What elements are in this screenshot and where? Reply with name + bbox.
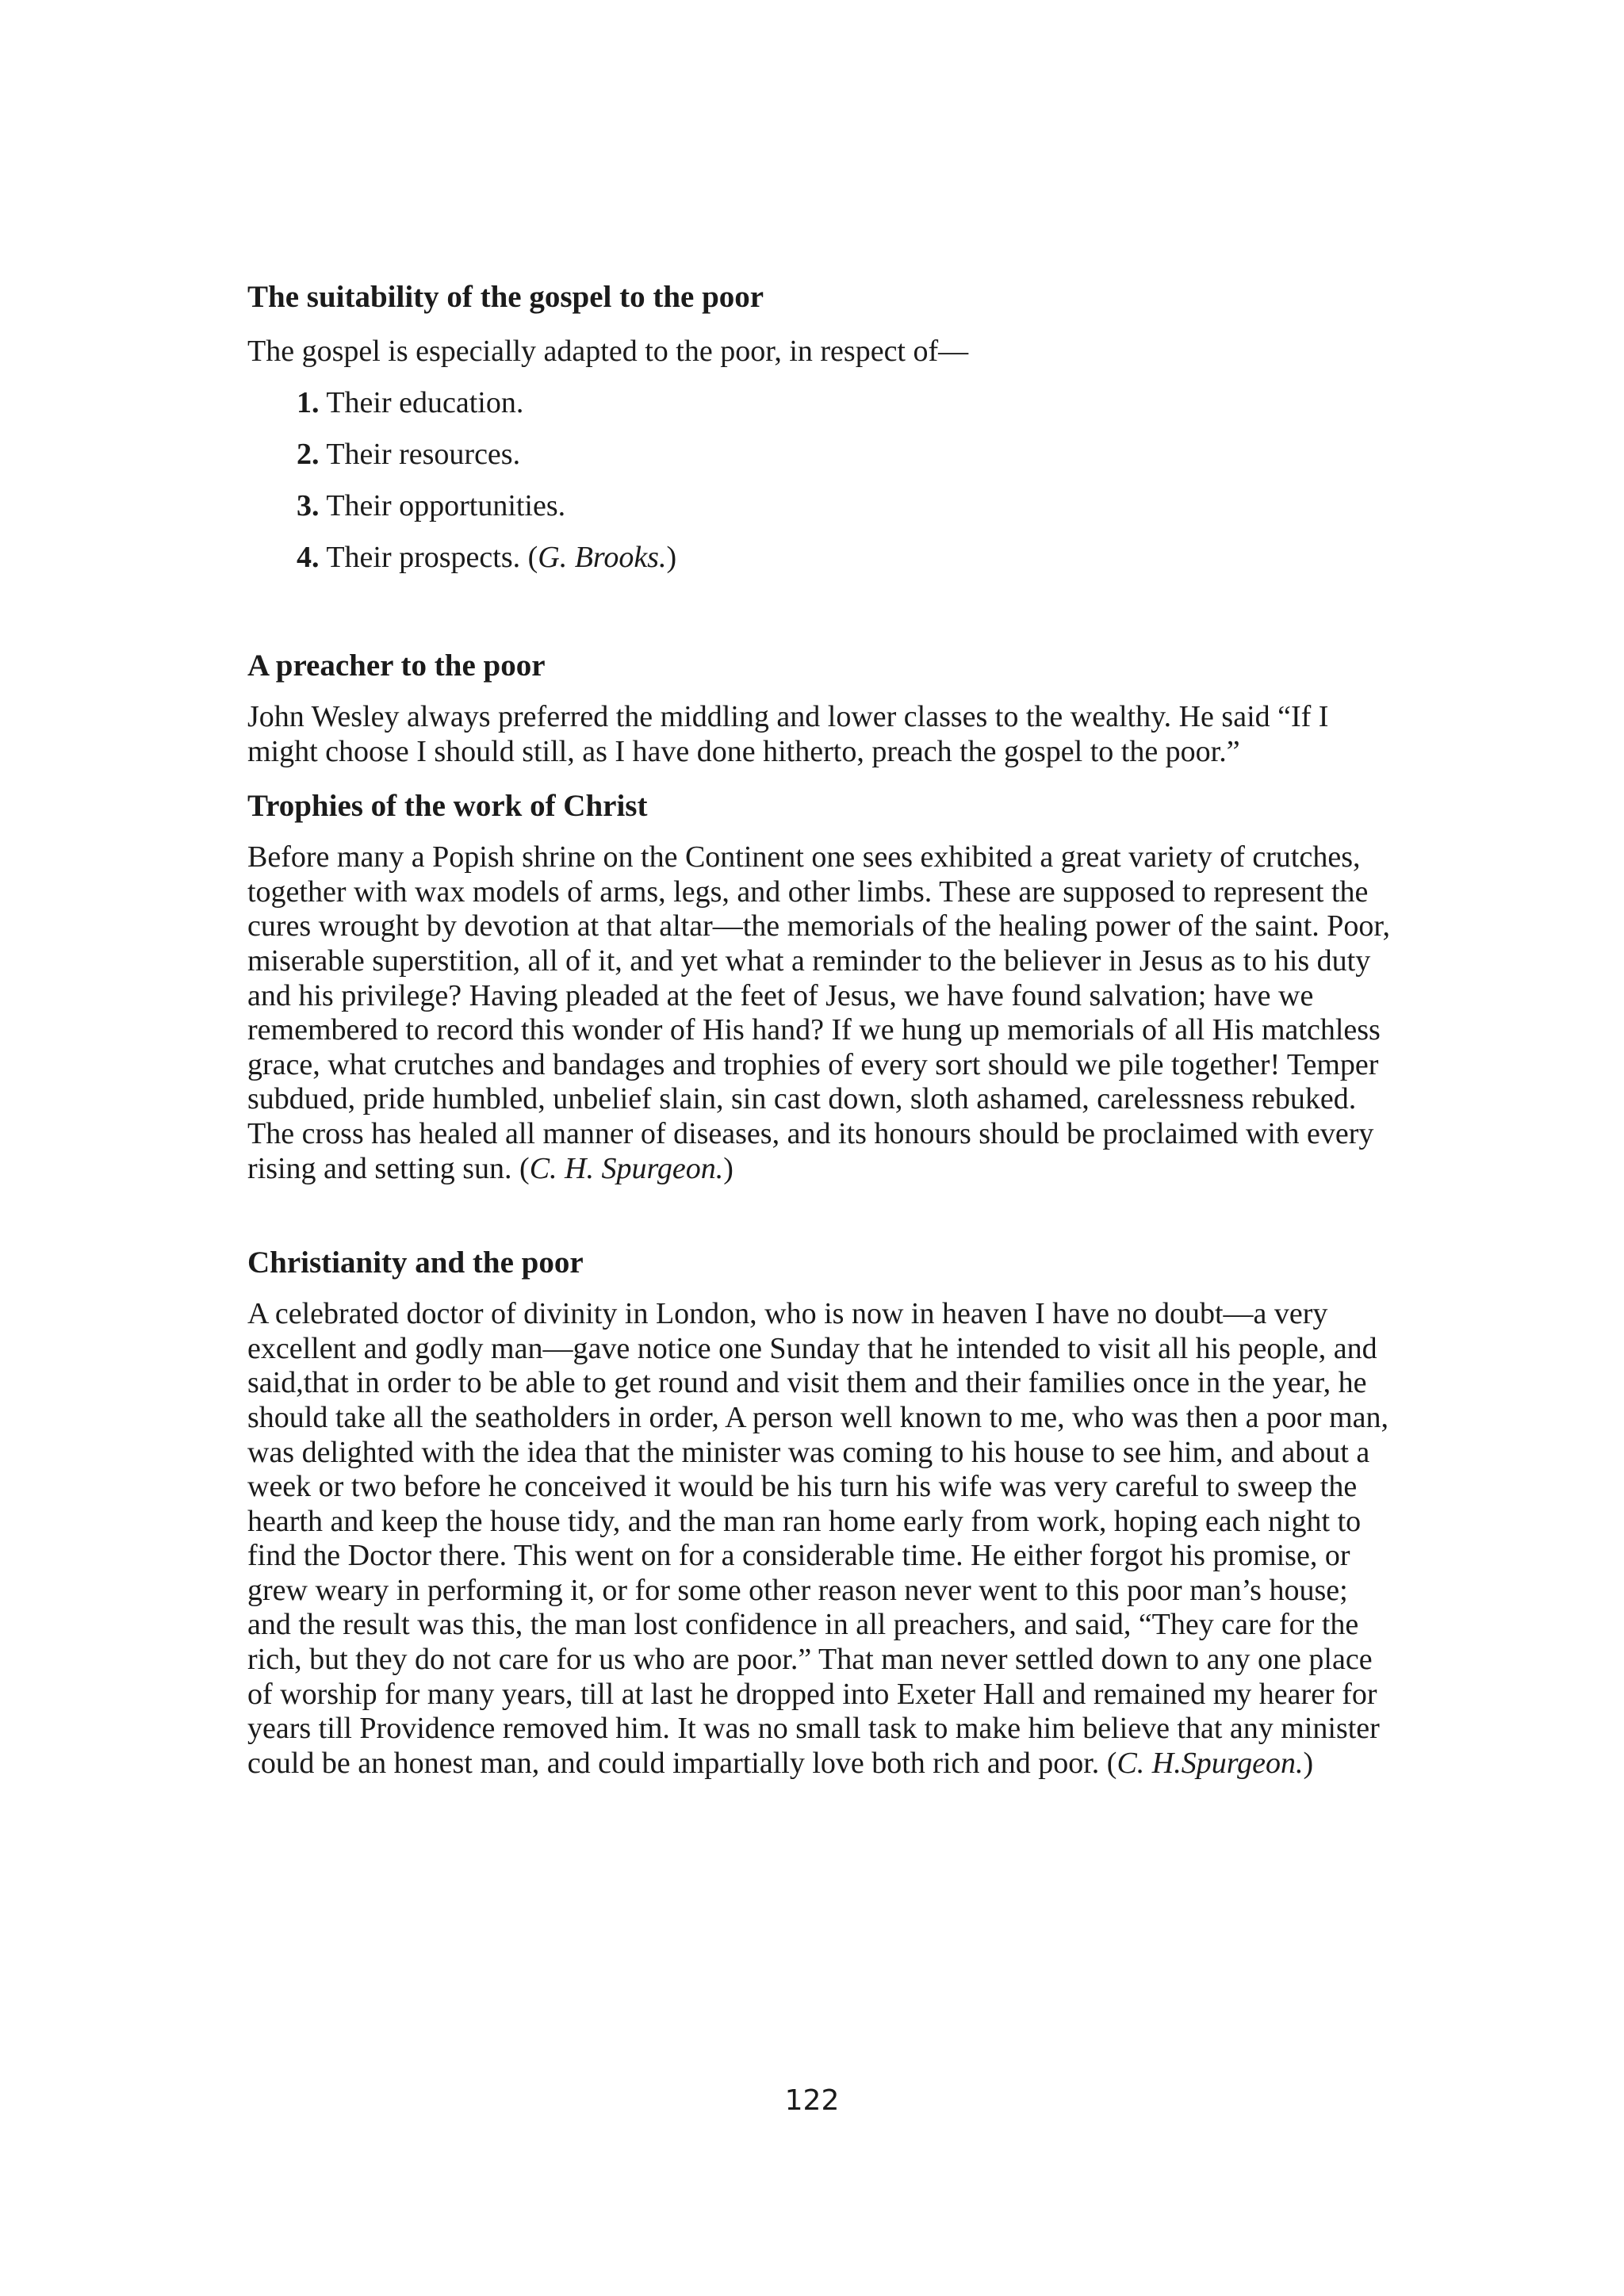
citation-close: ) xyxy=(1303,1746,1314,1780)
section-heading: A preacher to the poor xyxy=(247,649,546,683)
citation-close: ) xyxy=(723,1151,733,1185)
citation-close: ) xyxy=(666,541,677,574)
list-number: 3. xyxy=(297,489,320,522)
numbered-list xyxy=(247,383,1397,577)
list-item xyxy=(297,434,1397,474)
body-text: Before many a Popish shrine on the Continent one sees exhibited a great variety of crutches, together with wax models of arms, legs, and other limbs. These are supposed to represent the cures wrought by devotion at that altar—the memorials of the healing power of the saint. Poor, miserable superstition, all of it, and yet what a reminder to the believer in Jesus as to his duty and his privilege? Having pleaded at the feet of Jesus, we have found salvation; have we remembered to record this wonder of His hand? If we hung up memorials of all His matchless grace, what crutches and bandages and trophies of every sort should we pile together! Temper subdued, pride humbled, unbelief slain, sin cast down, sloth ashamed, carelessness rebuked. The cross has healed all manner of diseases, and its honours should be proclaimed with every rising and setting sun. ( xyxy=(247,840,1391,1185)
citation: C. H.Spurgeon. xyxy=(1116,1746,1304,1780)
section-spacer xyxy=(247,769,1397,786)
section-heading: Trophies of the work of Christ xyxy=(247,789,648,824)
section-body xyxy=(247,1297,1397,1781)
list-text: Their prospects. ( xyxy=(319,541,538,574)
list-item xyxy=(297,538,1397,577)
section-intro: The gospel is especially adapted to the poor, in respect of— xyxy=(247,335,969,368)
list-number: 2. xyxy=(297,438,320,471)
list-item xyxy=(297,383,1397,423)
section-heading: The suitability of the gospel to the poor xyxy=(247,280,764,314)
section-christianity xyxy=(247,1243,1397,1781)
list-item xyxy=(297,486,1397,526)
section-spacer xyxy=(247,589,1397,646)
section-heading: Christianity and the poor xyxy=(247,1246,584,1280)
section-body: John Wesley always preferred the middling and lower classes to the wealthy. He said “If I might choose I should still, as I have done hitherto, preach the gospel to the poor.” xyxy=(247,700,1329,768)
section-suitability xyxy=(247,277,1397,577)
section-trophies xyxy=(247,786,1397,1186)
body-text: A celebrated doctor of divinity in London, who is now in heaven I have no doubt—a very excellent and godly man—gave notice one Sunday that he intended to visit all his people, and said,that in order to be able to get round and visit them and their families once in the year, he should take all the seatholders in order, A person well known to me, who was then a poor man, was delighted with the idea that the minister was coming to his house to see him, and about a week or two before he conceived it would be his turn his wife was very careful to sweep the hearth and keep the house tidy, and the man ran home early from work, hoping each night to find the Doctor there. This went on for a considerable time. He either forgot his promise, or grew weary in performing it, or for some other reason never went to this poor man’s house; and the result was this, the man lost confidence in all preachers, and said, “They care for the rich, but they do not care for us who are poor.” That man never settled down to any one place of worship for many years, till at last he dropped into Exeter Hall and remained my hearer for years till Providence removed him. It was no small task to make him believe that any minister could be an honest man, and could impartially love both rich and poor. ( xyxy=(247,1297,1389,1780)
list-text: Their opportunities. xyxy=(319,489,566,522)
list-text: Their education. xyxy=(319,386,524,419)
page-number: 122 xyxy=(784,2084,840,2117)
list-text: Their resources. xyxy=(319,438,521,471)
list-number: 4. xyxy=(297,541,320,574)
citation: G. Brooks. xyxy=(538,541,667,574)
section-preacher xyxy=(247,646,1397,769)
section-spacer xyxy=(247,1186,1397,1243)
document-page xyxy=(247,277,1397,1781)
citation: C. H. Spurgeon. xyxy=(529,1151,724,1185)
section-body xyxy=(247,840,1397,1186)
list-number: 1. xyxy=(297,386,320,419)
